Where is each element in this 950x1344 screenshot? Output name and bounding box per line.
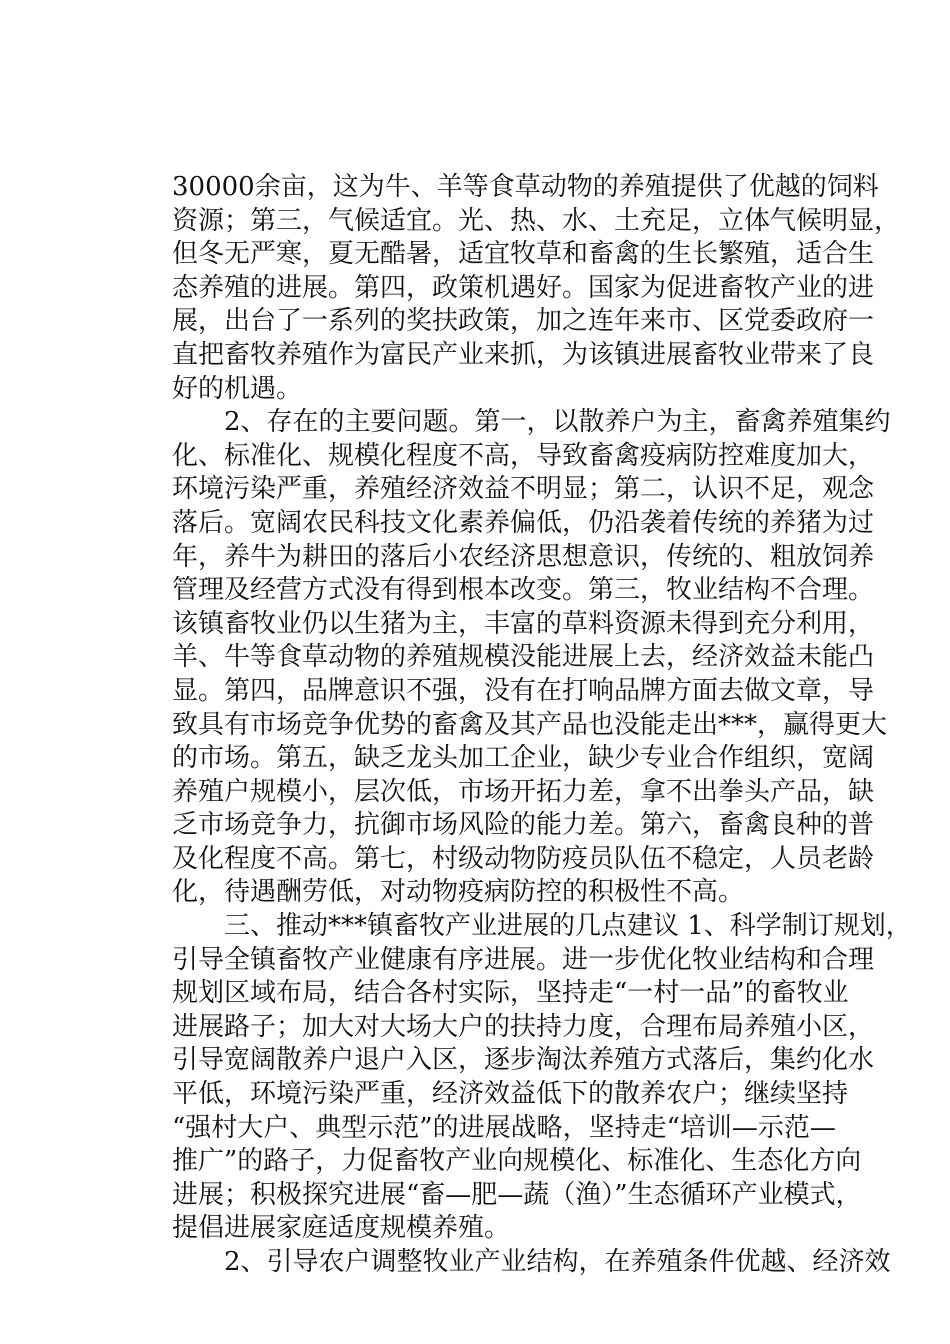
text-line: 三、推动***镇畜牧产业进展的几点建议 1、科学制订规划， (172, 911, 912, 942)
text-line: 的市场。第五，缺乏龙头加工企业，缺少专业合作组织，宽阔 (172, 743, 875, 774)
text-line: 乏市场竞争力，抗御市场风险的能力差。第六，畜禽良种的普 (172, 810, 875, 841)
text-line: 落后。宽阔农民科技文化素养偏低，仍沿袭着传统的养猪为过 (172, 507, 875, 538)
text-line: 年，养牛为耕田的落后小农经济思想意识，传统的、粗放饲养 (172, 541, 875, 572)
text-line: 提倡进展家庭适度规模养殖。 (172, 1213, 511, 1244)
text-line: 引导全镇畜牧产业健康有序进展。进一步优化牧业结构和合理 (172, 944, 875, 975)
text-line: 规划区域布局，结合各村实际，坚持走“一村一品”的畜牧业 (172, 978, 849, 1009)
text-line: 化，待遇酬劳低，对动物疫病防控的积极性不高。 (172, 877, 745, 908)
text-line: 引导宽阔散养户退户入区，逐步淘汰养殖方式落后，集约化水 (172, 1045, 875, 1076)
paragraph-p3 (172, 910, 912, 1246)
paragraph-p1 (172, 171, 901, 406)
text-line: 进展；积极探究进展“畜—肥—蔬（渔）”生态循环产业模式， (172, 1179, 862, 1210)
text-line: 致具有市场竞争优势的畜禽及其产品也没能走出***，赢得更大 (172, 709, 888, 740)
paragraph-p2 (172, 406, 891, 910)
text-line: 态养殖的进展。第四，政策机遇好。国家为促进畜牧产业的进 (172, 272, 875, 303)
document-body (172, 171, 912, 1280)
text-line: 养殖户规模小，层次低，市场开拓力差，拿不出拳头产品，缺 (172, 776, 875, 807)
text-line: 该镇畜牧业仍以生猪为主，丰富的草料资源未得到充分利用， (172, 608, 875, 639)
text-line: 及化程度不高。第七，村级动物防疫员队伍不稳定，人员老龄 (172, 843, 875, 874)
text-line: 羊、牛等食草动物的养殖规模没能进展上去，经济效益未能凸 (172, 642, 875, 673)
text-line: 2、存在的主要问题。第一，以散养户为主，畜禽养殖集约 (172, 407, 891, 438)
text-line: 但冬无严寒，夏无酷暑，适宜牧草和畜禽的生长繁殖，适合生 (172, 239, 875, 270)
text-line: 2、引导农户调整牧业产业结构，在养殖条件优越、经济效 (172, 1247, 891, 1277)
text-line: 显。第四，品牌意识不强，没有在打响品牌方面去做文章，导 (172, 675, 875, 706)
text-line: 进展路子；加大对大场大户的扶持力度，合理布局养殖小区， (172, 1011, 875, 1042)
text-line: 30000余亩，这为牛、羊等食草动物的养殖提供了优越的饲料 (172, 172, 879, 202)
paragraph-p4 (172, 1246, 891, 1280)
text-line: 资源；第三，气候适宜。光、热、水、土充足，立体气候明显， (172, 205, 901, 236)
text-line: 推广”的路子，力促畜牧产业向规模化、标准化、生态化方向 (172, 1146, 862, 1177)
text-line: 直把畜牧养殖作为富民产业来抓，为该镇进展畜牧业带来了良 (172, 339, 875, 370)
text-line: 环境污染严重，养殖经济效益不明显；第二，认识不足，观念 (172, 474, 875, 505)
text-line: 展，出台了一系列的奖扶政策，加之连年来市、区党委政府一 (172, 306, 875, 337)
text-line: 好的机遇。 (172, 373, 303, 404)
text-line: 平低，环境污染严重，经济效益低下的散养农户；继续坚持 (172, 1079, 849, 1110)
text-line: “强村大户、典型示范”的进展战略，坚持走“培训—示范— (172, 1112, 836, 1143)
text-line: 管理及经营方式没有得到根本改变。第三，牧业结构不合理。 (172, 575, 875, 606)
text-line: 化、标准化、规模化程度不高，导致畜禽疫病防控难度加大， (172, 440, 875, 471)
